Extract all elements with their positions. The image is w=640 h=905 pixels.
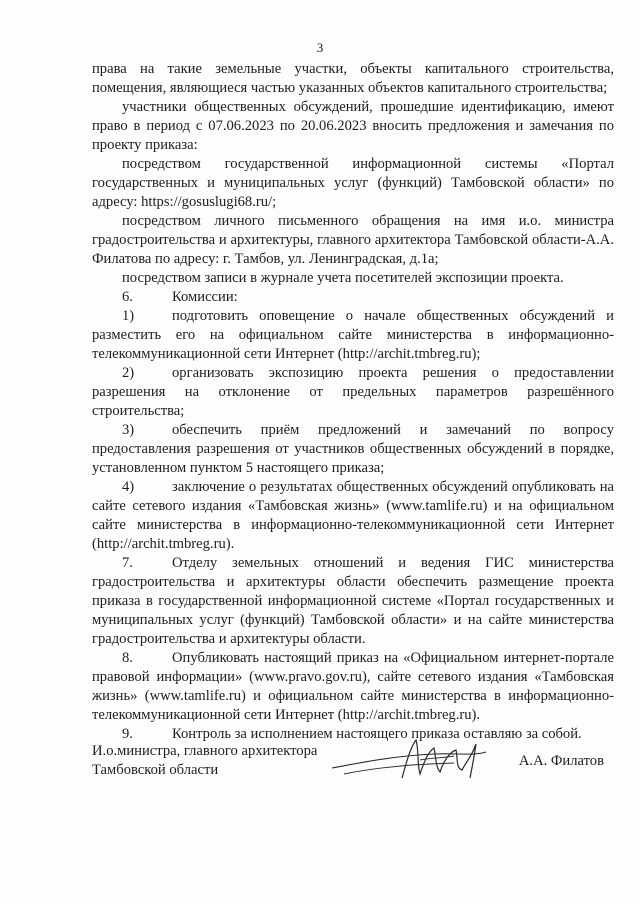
paragraph-text: посредством записи в журнале учета посетителей экспозиции проекта. <box>122 270 564 286</box>
paragraph-text: участники общественных обсуждений, прошедшие идентификацию, имеют право в период с 07.06.2023 по 20.06.2023 вносить предложения и замечания по проекту приказа: <box>92 99 614 153</box>
paragraph <box>92 478 614 554</box>
paragraph <box>92 649 614 725</box>
paragraph-text: Контроль за исполнением настоящего приказа оставляю за собой. <box>172 726 582 742</box>
handwritten-signature <box>324 734 494 784</box>
signature-block <box>92 742 614 802</box>
paragraph-number: 1) <box>122 308 135 324</box>
paragraph <box>92 155 614 212</box>
paragraph-text: обеспечить приём предложений и замечаний по вопросу предоставления разрешения от участников общественных обсуждений в порядке, установленном пунктом 5 настоящего приказа; <box>92 422 614 476</box>
signatory-position-line2: Тамбовской области <box>92 762 219 778</box>
paragraph-number: 9. <box>122 726 133 742</box>
paragraph-number: 4) <box>122 479 135 495</box>
paragraph-number: 8. <box>122 650 133 666</box>
paragraph <box>92 269 614 288</box>
paragraph <box>92 554 614 649</box>
signatory-position-line1: И.о.министра, главного архитектора <box>92 743 318 759</box>
signatory-name: А.А. Филатов <box>518 753 604 769</box>
paragraph <box>92 421 614 478</box>
paragraph-number: 7. <box>122 555 133 571</box>
paragraph <box>92 60 614 98</box>
paragraph-text: посредством государственной информационной системы «Портал государственных и муниципальных услуг (функций) Тамбовской области» по адресу: https://gosuslugi68.ru/; <box>92 156 614 210</box>
paragraph-text: Комиссии: <box>172 289 238 305</box>
paragraph-text: подготовить оповещение о начале общественных обсуждений и разместить его на официальном сайте министерства в информационно-телекоммуникационной сети Интернет (http://archit.tmbreg.ru); <box>92 308 614 362</box>
paragraph-text: заключение о результатах общественных обсуждений опубликовать на сайте сетевого издания «Тамбовская жизнь» (www.tamlife.ru) и на официальном сайте министерства в информационно-телекоммуникационной сети Интернет (http://archit.tmbreg.ru). <box>92 479 614 552</box>
paragraph-text: Опубликовать настоящий приказ на «Официальном интернет-портале правовой информации» (www.pravo.gov.ru), сайте сетевого издания «Тамбовская жизнь» (www.tamlife.ru) и официальном сайте министерства в информационно-телекоммуникационной сети Интернет (http://archit.tmbreg.ru). <box>92 650 614 723</box>
paragraph-text: организовать экспозицию проекта решения о предоставлении разрешения на отклонение от предельных параметров разрешённого строительства; <box>92 365 614 419</box>
paragraph-number: 6. <box>122 289 133 305</box>
paragraph <box>92 98 614 155</box>
paragraph-text: Отделу земельных отношений и ведения ГИС министерства градостроительства и архитектуры области обеспечить размещение проекта приказа в государственной информационной системе «Портал государственных и муниципальных услуг (функций) Тамбовской области» и на сайте министерства градостроительства и архитектуры области. <box>92 555 614 647</box>
paragraph-text: посредством личного письменного обращения на имя и.о. министра градостроительства и архитектуры, главного архитектора Тамбовской области-А.А. Филатова по адресу: г. Тамбов, ул. Ленинградская, д.1а; <box>92 213 614 267</box>
page-number: 3 <box>316 40 324 55</box>
paragraph <box>92 307 614 364</box>
document-body <box>92 60 614 744</box>
paragraph <box>92 364 614 421</box>
paragraph-text: права на такие земельные участки, объекты капитального строительства, помещения, являющиеся частью указанных объектов капитального строительства; <box>92 61 614 96</box>
paragraph-number: 3) <box>122 422 135 438</box>
paragraph <box>92 288 614 307</box>
paragraph-number: 2) <box>122 365 135 381</box>
signatory-position <box>92 742 317 780</box>
paragraph <box>92 212 614 269</box>
